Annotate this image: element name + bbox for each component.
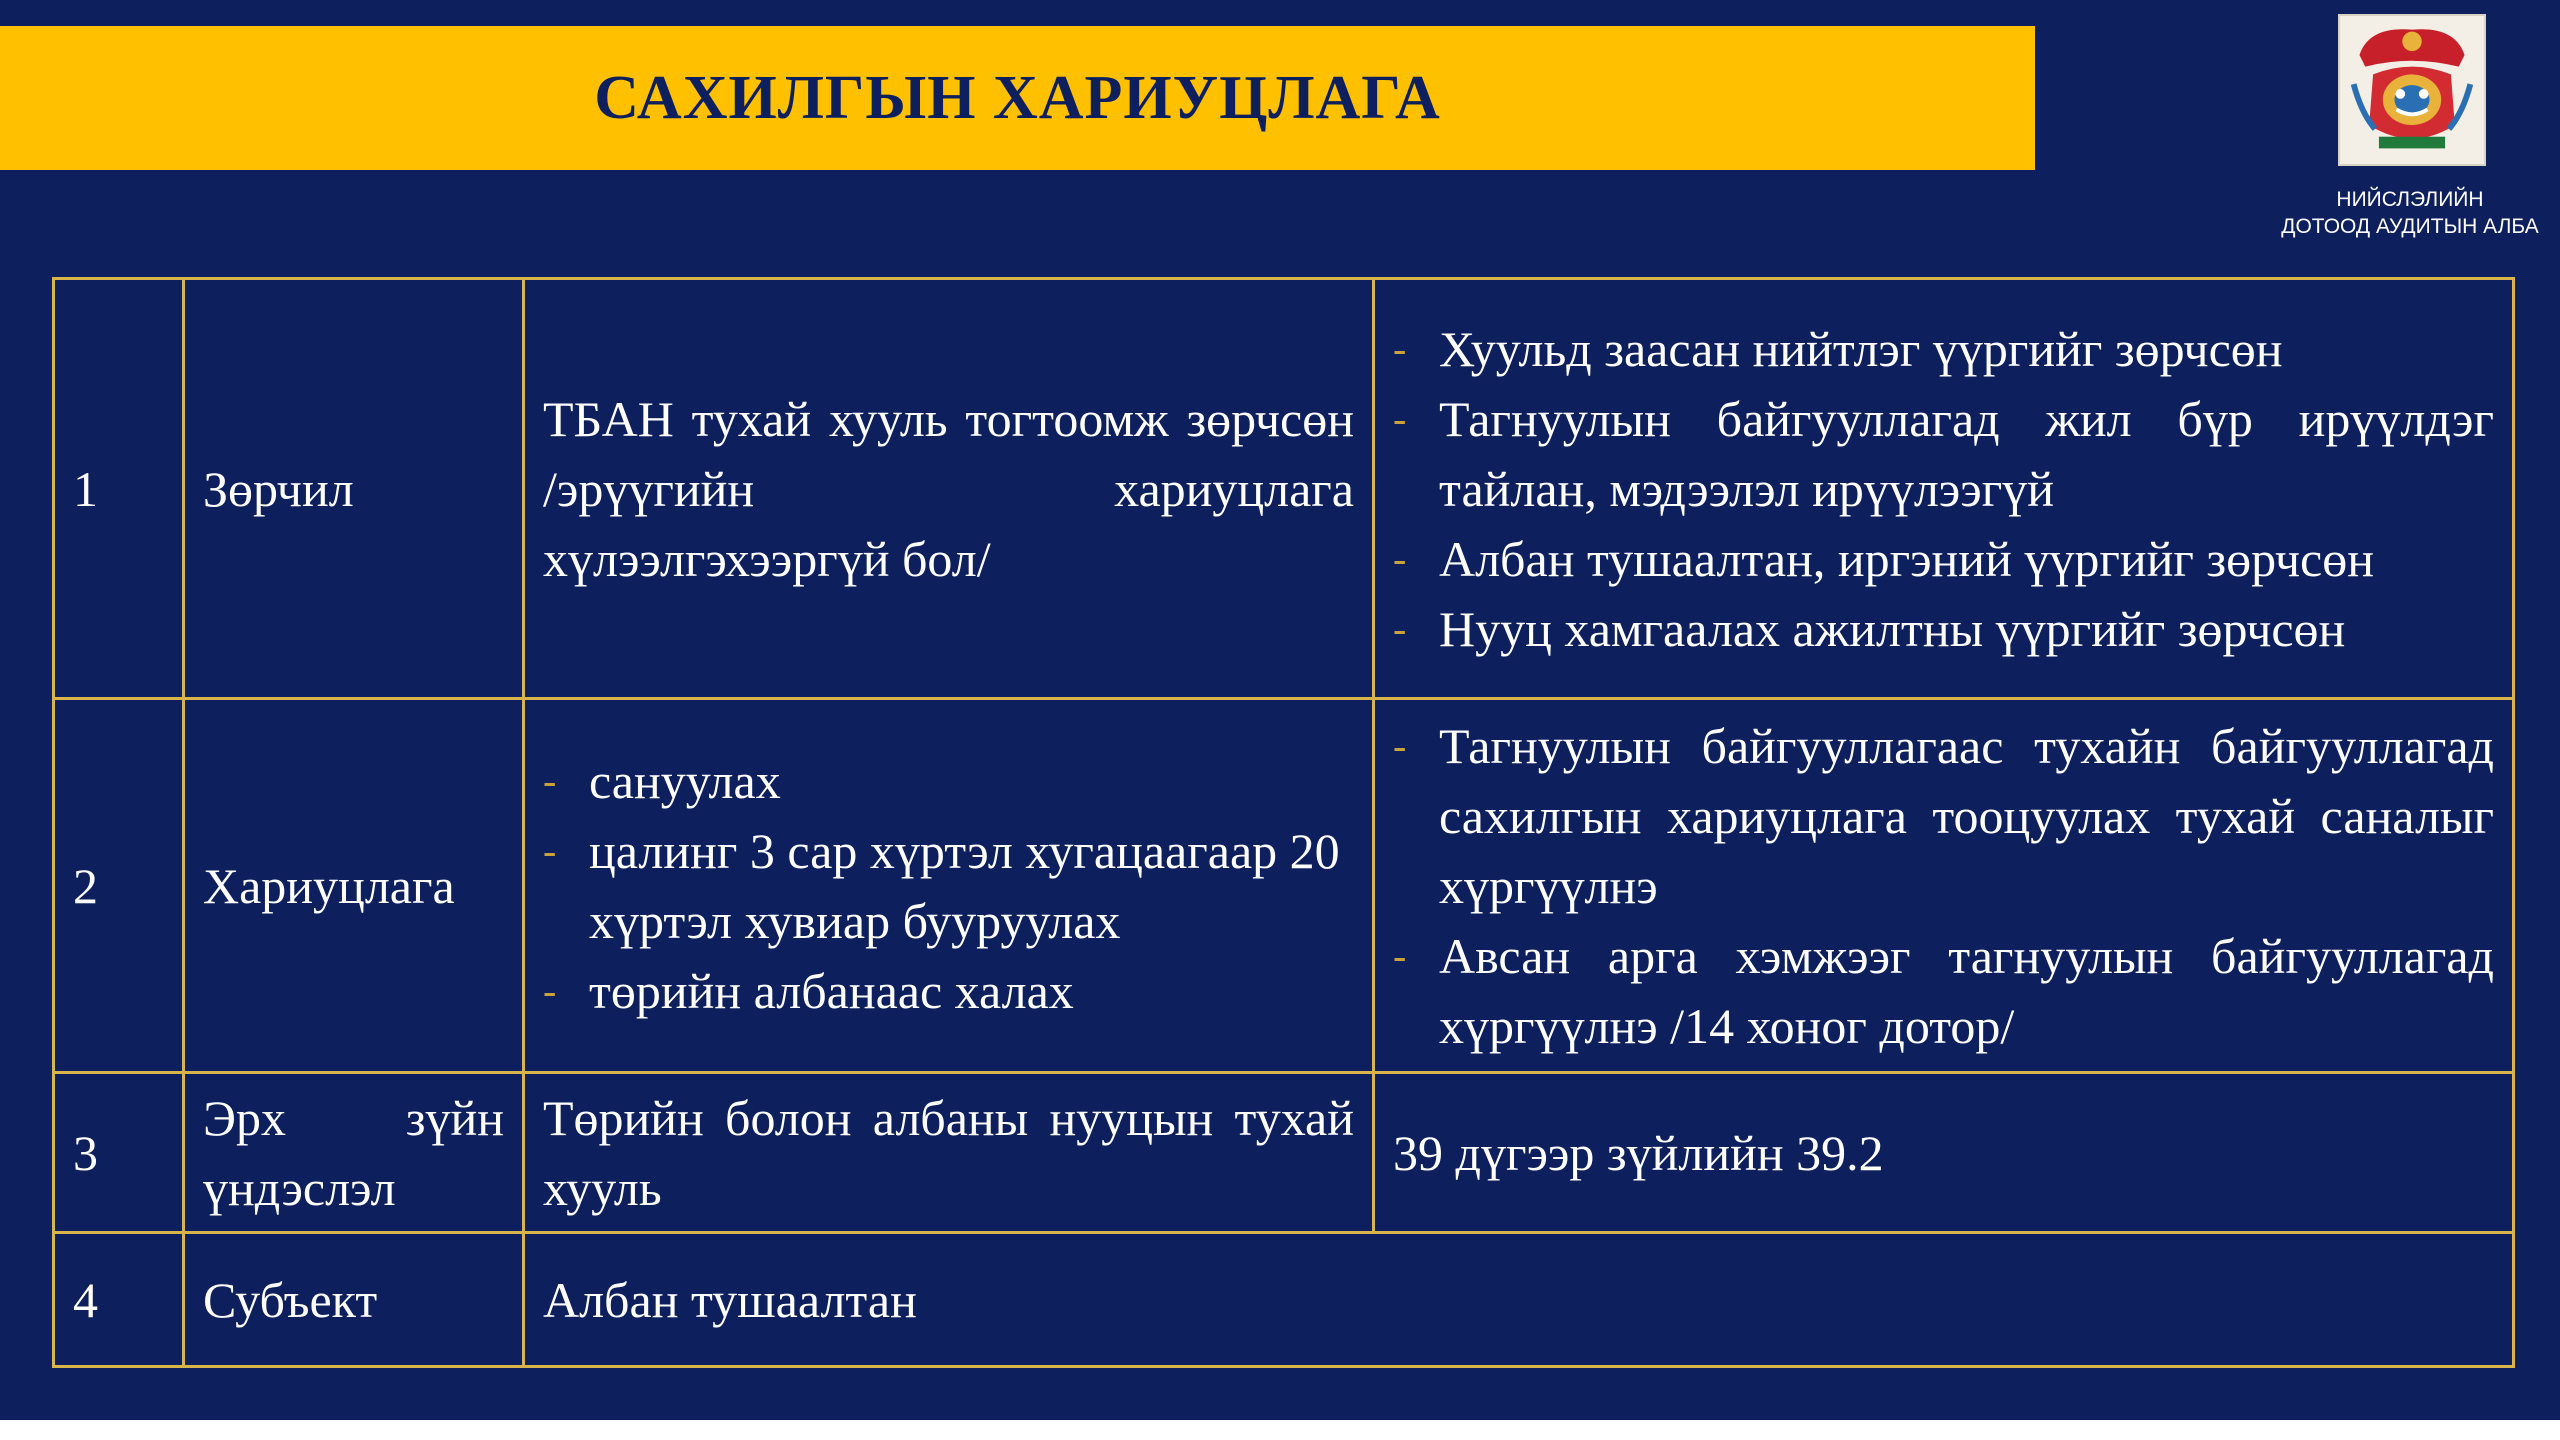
org-name-line2: ДОТООД АУДИТЫН АЛБА <box>2281 215 2539 238</box>
table-row <box>54 1073 2514 1233</box>
row-label: Зөрчил <box>184 279 524 699</box>
details-list <box>1393 314 2494 664</box>
list-item: - цалинг 3 сар хүртэл хугацаагаар 20 хүртэл хувиар бууруулах <box>543 816 1354 956</box>
list-item: - төрийн албанаас халах <box>543 956 1354 1026</box>
row-number: 2 <box>54 699 184 1073</box>
row-description: ТБАН тухай хууль тогтоомж зөрчсөн /эрүүгийн хариуцлага хүлээлгэхээргүй бол/ <box>524 279 1374 699</box>
list-item: - Албан тушаалтан, иргэний үүргийг зөрчсөн <box>1393 524 2494 594</box>
row-label: Эрх зүйн үндэслэл <box>184 1073 524 1233</box>
discipline-table <box>52 277 2515 1368</box>
row-number: 3 <box>54 1073 184 1233</box>
list-item: - Тагнуулын байгууллагаас тухайн байгууллагад сахилгын хариуцлага тооцуулах тухай саналыг хүргүүлнэ <box>1393 711 2494 921</box>
table-row <box>54 699 2514 1073</box>
row-number: 4 <box>54 1233 184 1367</box>
org-name <box>2250 186 2560 240</box>
table-row <box>54 279 2514 699</box>
list-item: - Хуульд заасан нийтлэг үүргийг зөрчсөн <box>1393 314 2494 384</box>
row-number: 1 <box>54 279 184 699</box>
list-item: - сануулах <box>543 746 1354 816</box>
details-list <box>1393 711 2494 1061</box>
emblem-icon <box>2338 14 2486 166</box>
row-detail: 39 дүгээр зүйлийн 39.2 <box>1374 1073 2514 1233</box>
org-name-line1: НИЙСЛЭЛИЙН <box>2336 188 2484 211</box>
measures-list <box>543 746 1354 1026</box>
row-description: Төрийн болон албаны нууцын тухай хууль <box>524 1073 1374 1233</box>
row-label: Хариуцлага <box>184 699 524 1073</box>
row-measures <box>524 699 1374 1073</box>
list-item: - Авсан арга хэмжээг тагнуулын байгууллагад хүргүүлнэ /14 хоног дотор/ <box>1393 921 2494 1061</box>
table-row <box>54 1233 2514 1367</box>
row-label: Субъект <box>184 1233 524 1367</box>
row-details <box>1374 279 2514 699</box>
row-description: Албан тушаалтан <box>524 1233 2514 1367</box>
page-title: САХИЛГЫН ХАРИУЦЛАГА <box>594 63 1441 132</box>
list-item: - Тагнуулын байгууллагад жил бүр ирүүлдэг тайлан, мэдээлэл ирүүлээгүй <box>1393 384 2494 524</box>
row-details <box>1374 699 2514 1073</box>
title-bar <box>0 26 2035 170</box>
list-item: - Нууц хамгаалах ажилтны үүргийг зөрчсөн <box>1393 594 2494 664</box>
